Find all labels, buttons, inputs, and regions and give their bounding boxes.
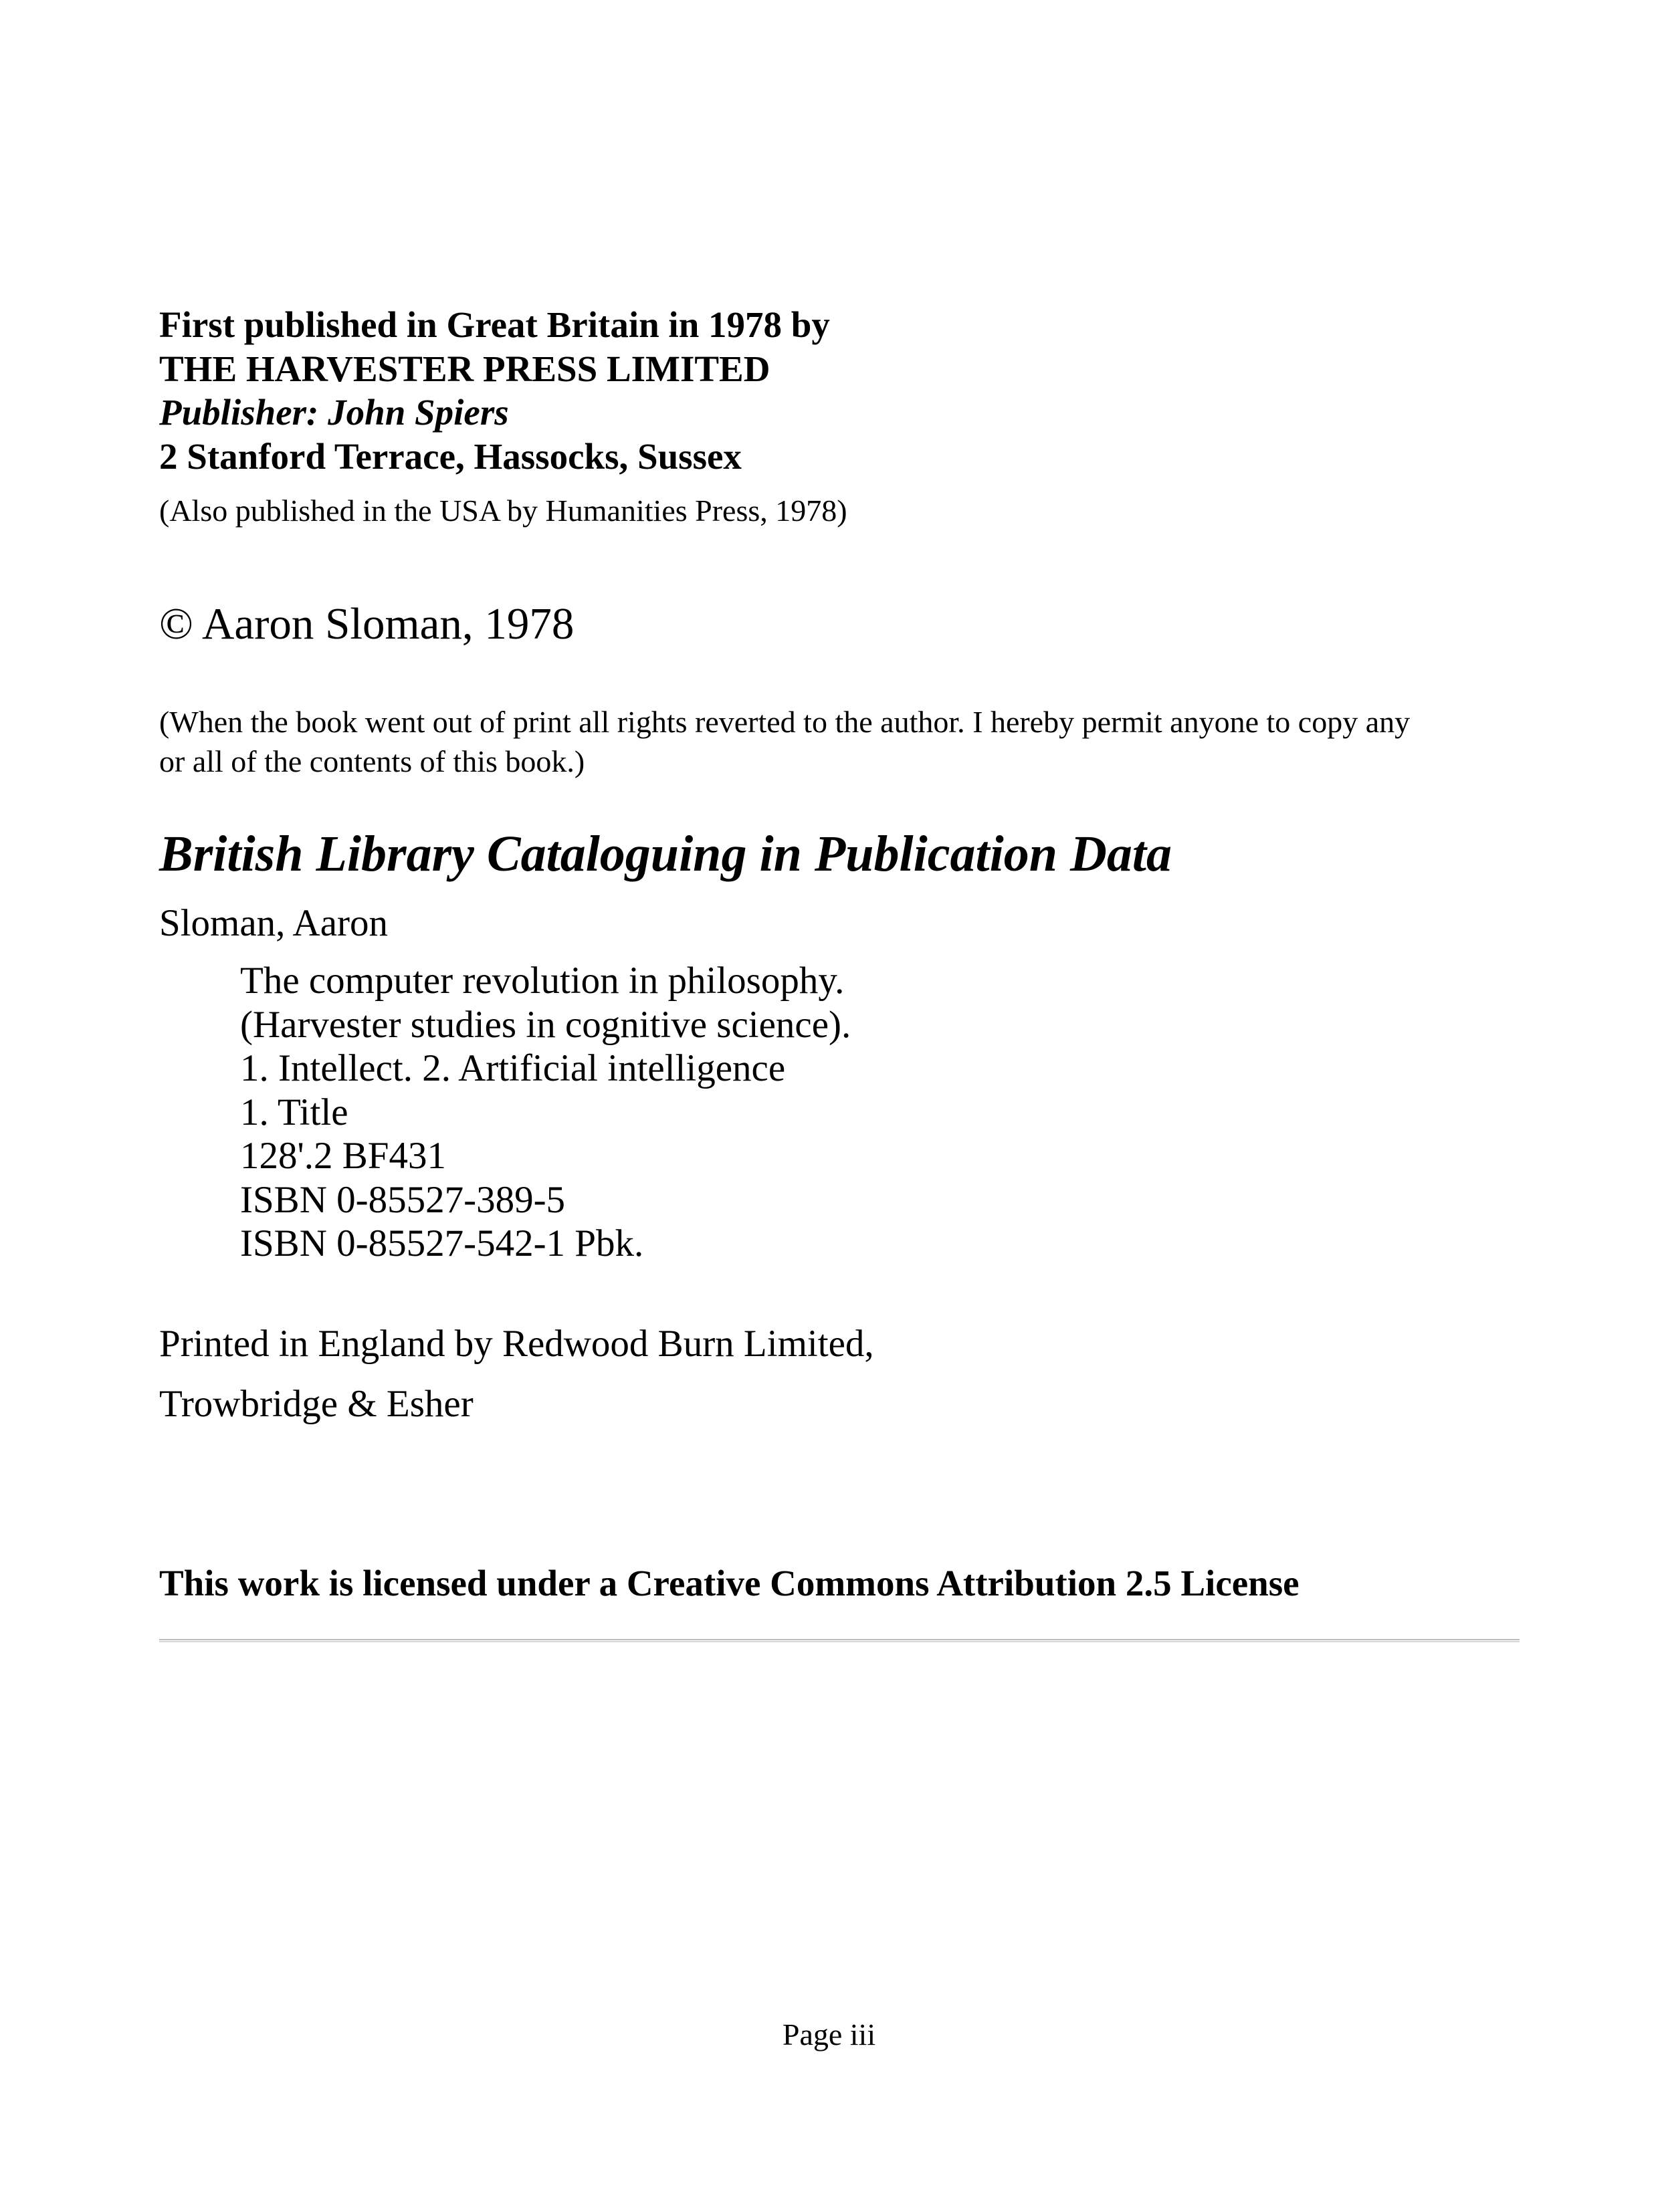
catalogue-entry: The computer revolution in philosophy. xyxy=(240,960,845,1002)
usa-publication-note: (Also published in the USA by Humanities Press, 1978) xyxy=(159,493,847,528)
first-published-line: First published in Great Britain in 1978 by xyxy=(159,304,830,345)
publisher-person: Publisher: John Spiers xyxy=(159,392,509,433)
cataloguing-heading: British Library Cataloguing in Publication Data xyxy=(159,826,1172,882)
catalogue-entry: 128'.2 BF431 xyxy=(240,1135,446,1177)
catalogue-entry: ISBN 0-85527-389-5 xyxy=(240,1179,566,1221)
printer-line-1: Printed in England by Redwood Burn Limited, xyxy=(159,1323,874,1365)
publisher-name: THE HARVESTER PRESS LIMITED xyxy=(159,348,770,389)
page-number: Page iii xyxy=(782,2017,876,2052)
catalogue-entry: 1. Title xyxy=(240,1091,348,1133)
catalogue-entry: (Harvester studies in cognitive science). xyxy=(240,1004,851,1046)
catalogue-entry: ISBN 0-85527-542-1 Pbk. xyxy=(240,1222,644,1264)
publisher-address: 2 Stanford Terrace, Hassocks, Sussex xyxy=(159,436,742,477)
copyright-notice: © Aaron Sloman, 1978 xyxy=(159,599,575,649)
permission-line-2: or all of the contents of this book.) xyxy=(159,744,585,778)
horizontal-rule xyxy=(159,1639,1520,1642)
permission-line-1: (When the book went out of print all rights reverted to the author. I hereby permit anyone to copy any xyxy=(159,705,1411,739)
license-statement: This work is licensed under a Creative Commons Attribution 2.5 License xyxy=(159,1563,1300,1603)
catalogue-entry: 1. Intellect. 2. Artificial intelligence xyxy=(240,1047,786,1089)
printer-line-2: Trowbridge & Esher xyxy=(159,1383,474,1425)
catalogue-author: Sloman, Aaron xyxy=(159,902,388,944)
